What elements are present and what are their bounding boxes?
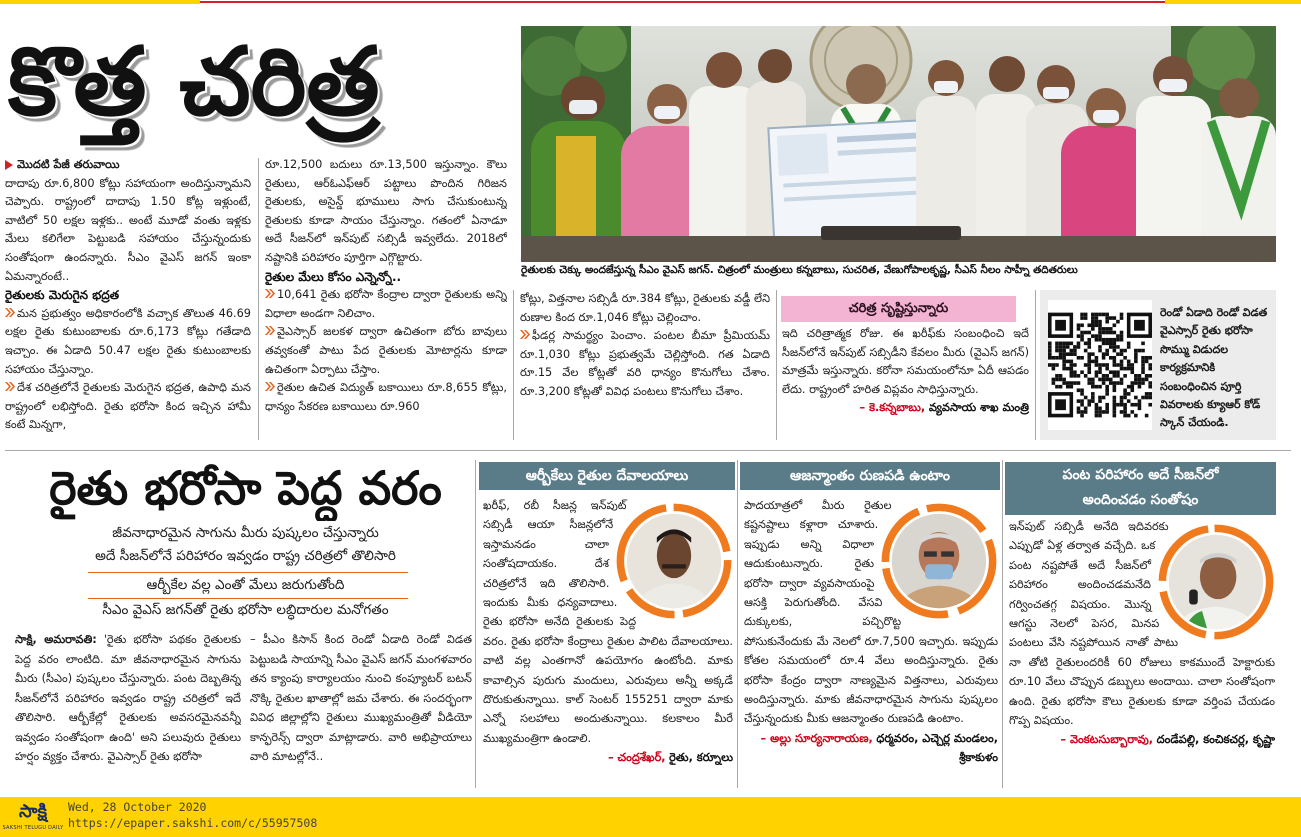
- testimonial-1-text: ఖరీఫ్, రబీ సీజన్ల ఇన్‌పుట్ సబ్సిడీ ఆయా సీజన్లలోనే ఇస్తామనడం చాలా సంతోషదాయకం. దేశ చరిత్రలోనే ఇది తొలిసారి. ఇందుకు మీకు ధన్యవాదాలు. రైతు భరోసా అనేది రైతులకు పెద్ద వరం. రైతు భరోసా కేంద్రాలు రైతుల పాలిట దేవాలయాలు. వాటి వల్ల ఎంతగానో ఉపయోగం ఉంటోంది. మాకు కావాల్సిన పురుగు మందులు, ఎరువులు అన్నీ అక్కడే దొరుకుతున్నాయి. కాల్ సెంటర్ 155251 ద్వారా మాకు ఎన్నో సలహాలు అందుతున్నాయి. కలకాలం మీరే ముఖ్యమంత్రిగా ఉండాలి.: [483, 499, 733, 745]
- column-3-paragraph: కోట్లు, విత్తనాల సబ్సిడీ రూ.384 కోట్లు, రైతులకు వడ్డీ లేని రుణాల కింద రూ.1,046 కోట్లు చెల్లించాం.: [520, 292, 770, 324]
- subheading-line-1: జీవనాధారమైన సాగును మీరు పుష్కలం చేస్తున్నారు: [112, 525, 379, 541]
- testimonial-3-attribution: [1009, 730, 1275, 749]
- bullet-icon: [265, 323, 277, 342]
- orange-divider: [88, 572, 408, 573]
- column-divider: [776, 290, 777, 440]
- main-headline: కొత్త చరిత్ర: [8, 28, 380, 137]
- testimonial-2-body: [744, 496, 998, 788]
- testimonial-3-text: ఇన్‌పుట్ సబ్సిడీ అనేది ఇదివరకు ఎప్పుడో ఏళ్ల తర్వాత వచ్చేది. ఒక పంట నష్టపోతే అదే సీజన్‌లో పరిహారం అందించడమనేది గర్వించతగ్గ విషయం. మొన్న ఆగస్టు నెలలో పెసర, మినప పంటలు వేసి నష్టపోయిన నాతో పాటు నా తోటి రైతులందరికీ 60 రోజులు కాకముందే హెక్టారుకు రూ.10 వేలు చొప్పున డబ్బులు అందాయి. చాలా సంతోషంగా ఉంది. రైతు భరోసా కౌలు రైతులకు కూడా వర్తింప చేయడం గొప్ప విషయం.: [1009, 520, 1275, 728]
- attribution-place: ధర్మవరం, ఎచ్చెర్ల మండలం, శ్రీకాకుళం: [876, 731, 998, 765]
- column-divider: [513, 290, 514, 440]
- event-photo: [521, 26, 1276, 262]
- farmer-portrait: [1157, 523, 1275, 641]
- column-divider: [1002, 460, 1003, 788]
- testimonial-2-heading: [740, 462, 1000, 490]
- logo-wordmark: సాక్షి: [19, 801, 47, 822]
- attribution-name: – కె.కన్నబాబు,: [859, 401, 926, 415]
- strip-yellow-right: [1165, 0, 1301, 4]
- strip-yellow-left: [0, 0, 200, 4]
- section-divider: [5, 450, 1291, 451]
- list-item: [265, 323, 507, 379]
- top-color-strip: [0, 0, 1301, 4]
- testimonial-2-text: పాదయాత్రలో మీరు రైతుల కష్టనష్టాలు కళ్లారా చూశారు. ఇప్పుడు అన్ని విధాలా ఆదుకుంటున్నారు. రైతు భరోసా ద్వారా వ్యవసాయంపై ఆసక్తి పెరుగుతోంది. వేసవి దుక్కులకు, పచ్చిరొట్ట పోసుకునేందుకు మే నెలలో రూ.7,500 ఇచ్చారు. ఇప్పుడు కోతల సమయంలో రూ.4 వేలు అందిస్తున్నారు. రైతు భరోసా కేంద్రం ద్వారా నాణ్యమైన విత్తనాలు, ఎరువులు అందిస్తున్నారు. మాకు జీవనాధారమైన సాగును పుష్కలం చేస్తున్నందుకు మీకు ఆజన్మాంతం రుణపడి ఉంటాం.: [744, 499, 998, 726]
- farmer-portrait: [880, 502, 998, 620]
- minister-quote-heading: చరిత్ర సృష్టిస్తున్నారు: [781, 296, 1016, 322]
- edition-date: Wed, 28 October 2020: [68, 800, 207, 814]
- list-item-text: ఫీడర్ల సామర్థ్యం పెంచాం. పంటల బీమా ప్రీమియమ్ రూ.1,030 కోట్లు ప్రభుత్వమే చెల్లిస్తోంది. గత ఏడాది రూ.15 వేల కోట్లతో వరి ధాన్యం కొనుగోలు చేశాం. రూ.3,200 కోట్లతో వివిధ పంటలు కొనుగోలు చేశాం.: [520, 329, 770, 398]
- bottom-story-text-2: – పీఎం కిసాన్ కింద రెండో ఏడాది రెండో విడత పెట్టుబడి సాయాన్ని సీఎం వైఎస్ జగన్ మంగళవారం తన క్యాంపు కార్యాలయం నుంచి కంప్యూటర్ బటన్ నొక్కి రైతుల ఖాతాల్లో జమ చేశారు. ఈ సందర్భంగా వివిధ జిల్లాల్లోని రైతులు ముఖ్యమంత్రితో వీడియో కాన్ఫరెన్స్ ద్వారా మాట్లాడారు. వారి అభిప్రాయాలు వారి మాటల్లోనే..: [250, 633, 472, 763]
- bullet-icon: [265, 286, 277, 305]
- subheading-line-4: సీఎం వైఎస్ జగన్‌తో రైతు భరోసా లబ్ధిదారుల మనోగతం: [102, 602, 389, 618]
- top-story-column-2: [265, 156, 507, 442]
- farmer-photo-allu-suryanarayana: [880, 502, 998, 620]
- minister-quote-attribution: [782, 399, 1029, 418]
- qr-code-icon: [1048, 300, 1152, 430]
- attribution-name: – వెంకటసుబ్బారావు,: [1060, 733, 1154, 747]
- testimonial-1-heading: [479, 462, 735, 490]
- list-item-text: మన ప్రభుత్వం అధికారంలోకి వచ్చాక తొలుత 46.69 లక్షల రైతు కుటుంబాలకు రూ.6,173 కోట్లు గతేడాది ఇచ్చాం. ఈ ఏడాది 50.47 లక్షల రైతు కుటుంబాలకు సహాయం చేస్తున్నాం.: [5, 306, 251, 376]
- attribution-place: దండేపల్లి, కంచికచర్ల, కృష్ణా: [1156, 733, 1275, 747]
- list-item: [5, 379, 251, 435]
- bottom-story-paragraph-1: [15, 630, 241, 767]
- minister-quote-box: [782, 325, 1029, 442]
- top-story-column-3: [520, 290, 770, 442]
- farmer-portrait: [615, 502, 733, 620]
- column-2-paragraph: రూ.12,500 బదులు రూ.13,500 ఇస్తున్నాం. కౌలు రైతులు, ఆర్‌ఓఎఫ్‌ఆర్ పట్టాలు పొందిన గిరిజన రైతులకు, అసైన్డ్ భూములు సాగు చేసుకుంటున్న రైతులకు కూడా సాయం చేస్తున్నాం. గతంలో ఏనాడూ అదే సీజన్‌లో ఇన్‌పుట్ సబ్సిడీ ఇవ్వలేదు. 2018లో నష్టానికి పరిహారం పూర్తిగా ఎగ్గొట్టారు.: [265, 158, 507, 264]
- bullet-icon: [265, 379, 277, 398]
- qr-instructions: రెండో ఏడాది రెండో విడత వైఎస్సార్ రైతు భరోసా సొమ్ము విడుదల కార్యక్రమానికి సంబంధించిన పూర్తి వివరాలకు క్యూఆర్ కోడ్ స్కాన్ చేయండి.: [1160, 306, 1268, 430]
- testimonial-heading-text: ఆర్బీకేలు రైతుల దేవాలయాలు: [525, 468, 689, 484]
- bottom-story-column-2: [250, 630, 472, 788]
- list-item-text: వైఎస్సార్ జలకళ ద్వారా ఉచితంగా బోరు బావులు తవ్వకంతో పాటు పేద రైతులకు మోటార్లను కూడా ఉచితంగా ఏర్పాటు చేస్తాం.: [265, 325, 507, 376]
- bullet-icon: [5, 305, 17, 324]
- minister-quote-text: ఇది చరిత్రాత్మక రోజు. ఈ ఖరీఫ్‌కు సంబంధించి ఇదే సీజన్‌లోనే ఇన్‌పుట్ సబ్సిడీని కేవలం మీరు (వైఎస్ జగన్) మాత్రమే ఇస్తున్నారు. కరోనా సమయంలోనూ ఏదీ ఆపడం లేదు. రాష్ట్రంలో హరిత విప్లవం సాధిస్తున్నారు.: [782, 327, 1029, 396]
- event-photo-image: [521, 26, 1276, 262]
- logo-tagline: SAKSHI TELUGU DAILY: [2, 825, 64, 831]
- testimonial-1-attribution: [483, 748, 733, 767]
- testimonial-heading-line-1: పంట పరిహారం అదే సీజన్‌లో: [1062, 467, 1219, 483]
- farmer-photo-chandrasekhar: [615, 502, 733, 620]
- bottom-story-text-1: 'రైతు భరోసా పథకం రైతులకు పెద్ద వరం లాంటిది. మా జీవనాధారమైన సాగును మీరు (సీఎం) పుష్కలం చేస్తున్నారు. పంట దెబ్బతిన్న సీజన్‌లోనే పరిహారం ఇవ్వడం రాష్ట్ర చరిత్రలో ఇదే తొలిసారి. ఆర్బీకేల్లో రైతులకు అవసరమైనవన్నీ ఇవ్వడం సంతోషంగా ఉంది' అని పలువురు రైతులు హర్షం వ్యక్తం చేశారు. వైఎస్సార్ రైతు భరోసా: [15, 633, 241, 763]
- subheading-line-3: ఆర్బీకేల వల్ల ఎంతో మేలు జరుగుతోంది: [146, 577, 345, 593]
- qr-code[interactable]: [1048, 300, 1152, 430]
- bottom-headline: రైతు భరోసా పెద్ద వరం: [49, 461, 442, 515]
- top-story-column-1: [5, 156, 251, 442]
- testimonial-heading-line-2: అందించడం సంతోషం: [1082, 492, 1199, 508]
- bullet-icon: [5, 379, 17, 398]
- continuation-line: [5, 156, 251, 175]
- dateline: సాక్షి, అమరావతి:: [15, 633, 97, 646]
- strip-red-line: [200, 1, 1165, 3]
- bottom-story-column-1: [15, 630, 241, 788]
- farmer-photo-venkatasubbarao: [1157, 523, 1275, 641]
- column-divider: [737, 460, 738, 788]
- attribution-place: రైతు, కర్నూలు: [669, 751, 733, 765]
- continuation-label: మొదటి పేజీ తరువాయి: [17, 158, 120, 171]
- list-item-text: దేశ చరిత్రలోనే రైతులకు మెరుగైన భద్రత, ఉపాధి మన రాష్ట్రంలో లభిస్తోంది. రైతు భరోసా కింద ఇచ్చిన హామీ కంటే మిన్నగా,: [5, 381, 251, 432]
- column-divider: [258, 158, 259, 440]
- qr-info-box: [1040, 290, 1276, 440]
- subheading-line-2: అదే సీజన్‌లోనే పరిహారం ఇవ్వడం రాష్ట్ర చరిత్రలో తొలిసారి: [95, 548, 396, 564]
- list-item: [5, 305, 251, 379]
- list-item-text: 10,641 రైతు భరోసా కేంద్రాల ద్వారా రైతులకు అన్ని విధాలా అండగా నిలిచాం.: [265, 288, 507, 320]
- intro-paragraph: దాదాపు రూ.6,800 కోట్లు సహాయంగా అందిస్తున్నామని చెప్పారు. రాష్ట్రంలో దాదాపు 1.50 కోట్ల ఇళ్లుంటే, వాటిలో 50 లక్షల ఇళ్లకు.. అంటే మూడో వంతు ఇళ్లకు మేలు కలిగేలా పెట్టుబడి సహాయం చేస్తున్నందుకు సంతోషంగా ఉందన్నారు. సీఎం వైఎస్ జగన్ ఇంకా ఏమన్నారంటే..: [5, 176, 251, 283]
- attribution-name: – అల్లు సూర్యనారాయణ,: [760, 731, 873, 745]
- epaper-link[interactable]: https://epaper.sakshi.com/c/55957508: [68, 816, 318, 830]
- list-item-text: రైతుల ఉచిత విద్యుత్ బకాయిలు రూ.8,655 కోట్లు, ధాన్యం సేకరణ బకాయిలు రూ.960: [265, 381, 507, 413]
- column-divider: [475, 460, 476, 788]
- testimonial-3-body: [1009, 517, 1275, 788]
- column-divider: [1035, 290, 1036, 440]
- subheading-better-security: రైతులకు మెరుగైన భద్రత: [5, 288, 120, 303]
- list-item: [520, 327, 770, 401]
- list-item: [265, 379, 507, 416]
- testimonial-3-heading: [1005, 462, 1276, 515]
- continuation-arrow-icon: [5, 160, 13, 170]
- testimonial-1-body: [483, 496, 733, 788]
- attribution-name: – చంద్రశేఖర్,: [607, 751, 666, 765]
- testimonial-2-attribution: [744, 729, 998, 768]
- testimonial-heading-text: ఆజన్మాంతం రుణపడి ఉంటాం: [790, 468, 950, 484]
- subheading-farmer-welfare: రైతుల మేలు కోసం ఎన్నెన్నో..: [265, 269, 402, 284]
- bullet-icon: [520, 327, 532, 346]
- list-item: [265, 286, 507, 323]
- sakshi-logo[interactable]: [2, 799, 64, 835]
- photo-caption: రైతులకు చెక్కు అందజేస్తున్న సీఎం వైఎస్ జగన్. చిత్రంలో మంత్రులు కన్నబాబు, సుచరిత, వేణుగోపాలకృష్ణ, సీఎస్ నీలం సాహ్నీ తదితరులు: [521, 264, 1078, 276]
- epaper-footer: [0, 797, 1301, 837]
- attribution-role: వ్యవసాయ శాఖ మంత్రి: [928, 401, 1029, 415]
